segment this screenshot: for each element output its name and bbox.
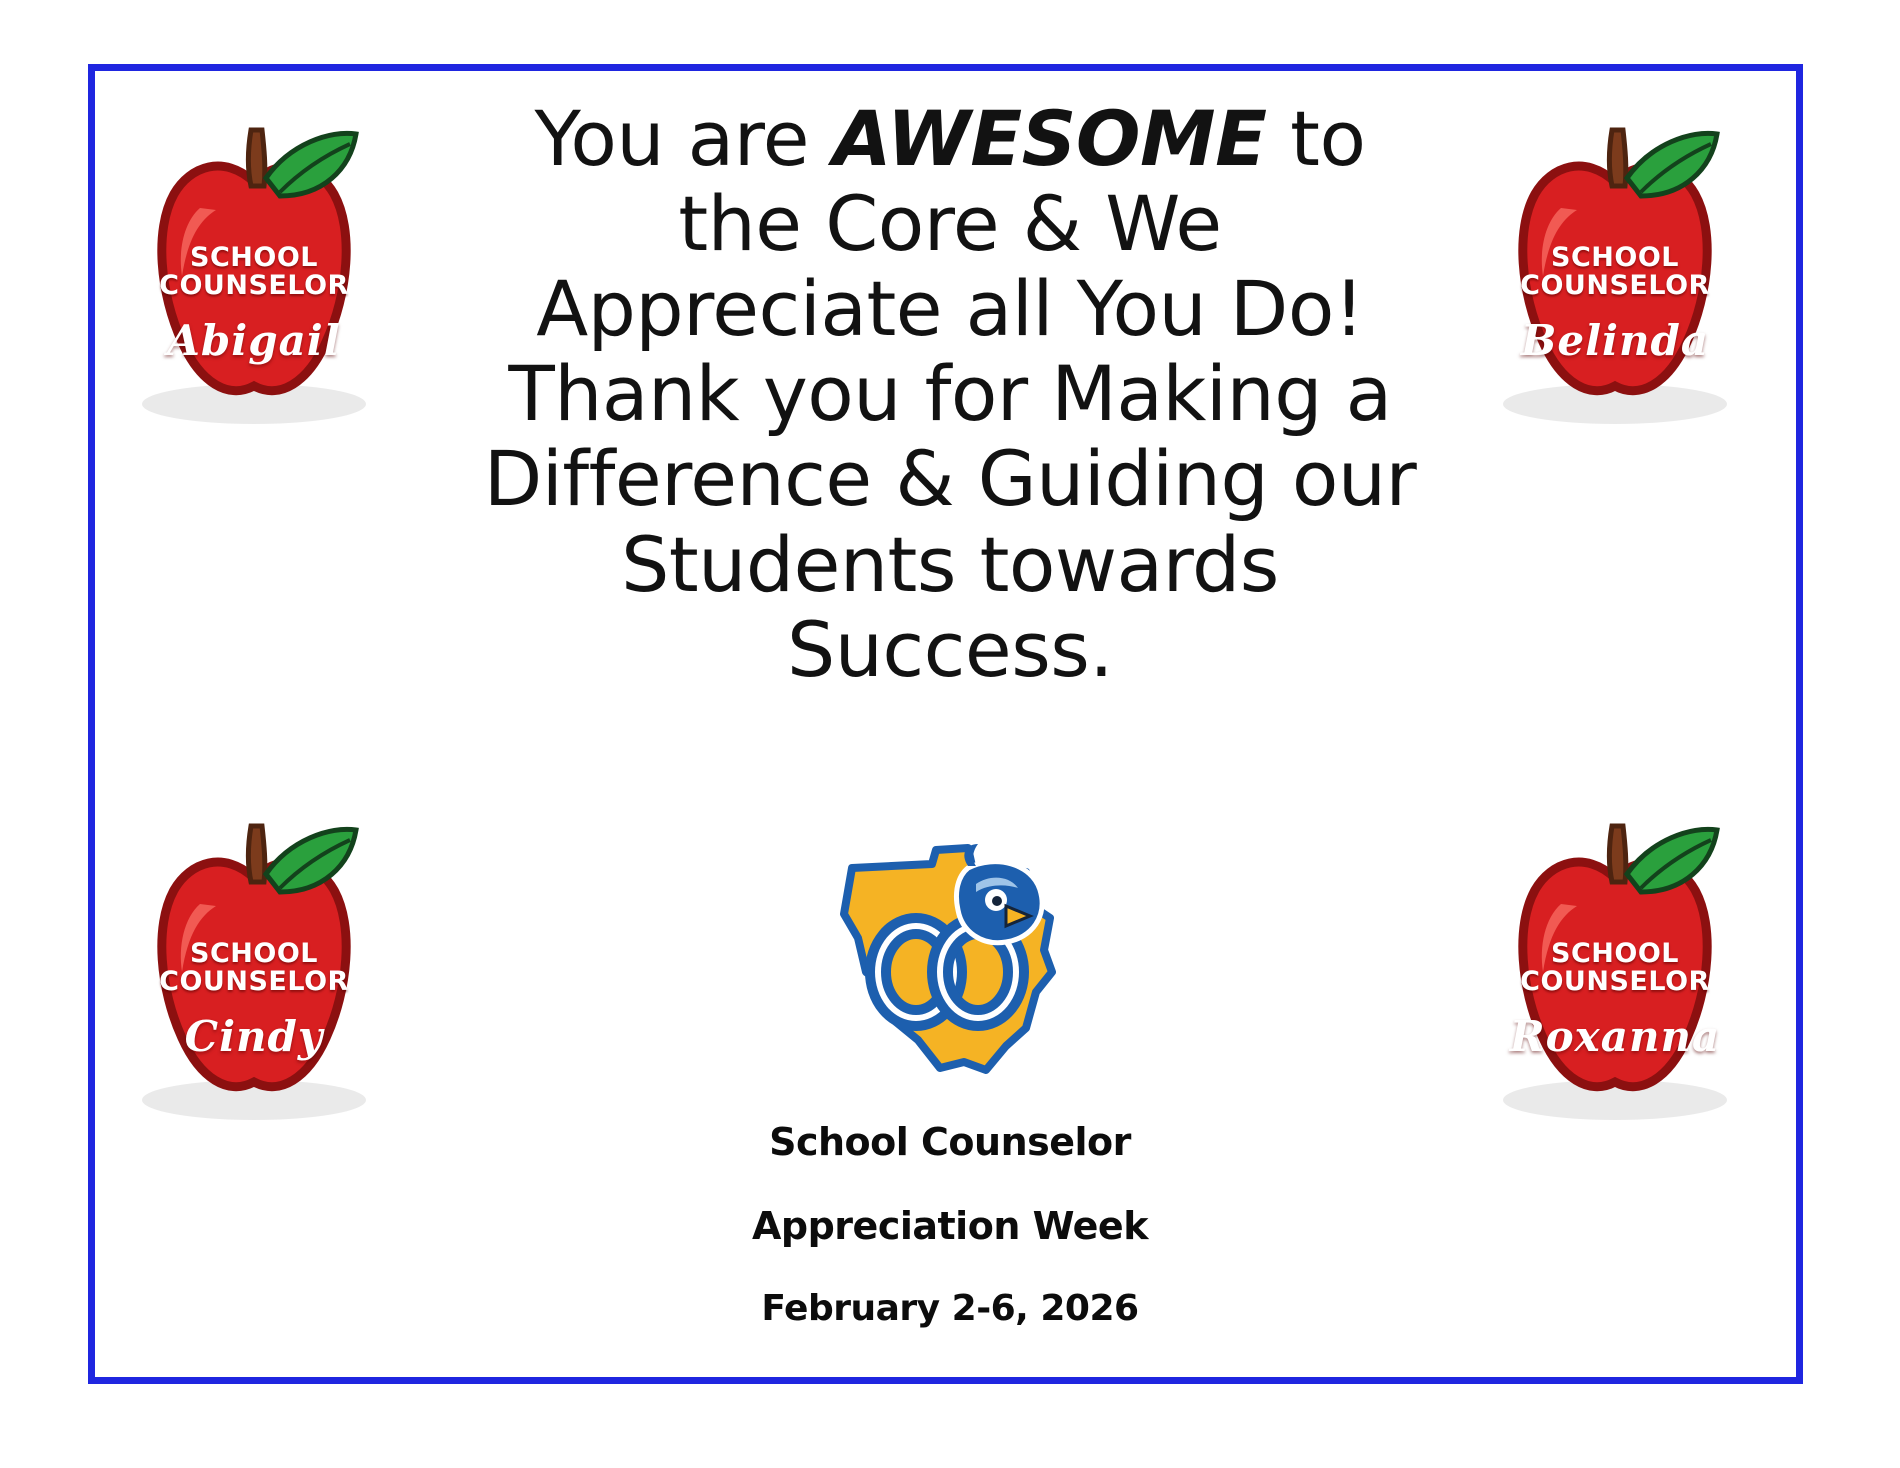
- headline-part-2: to the Core & We Appreciate all You Do! Thank you for Making a Difference & Guiding our Students towards Success.: [483, 94, 1417, 694]
- headline-part-1: You are: [534, 94, 833, 183]
- footer-line-1: School Counselor: [769, 1120, 1131, 1164]
- apple-title-line1: SCHOOL: [1551, 938, 1679, 969]
- apple-badge-roxanna: [1465, 800, 1765, 1125]
- footer-line-3: February 2-6, 2026: [761, 1288, 1139, 1329]
- apple-badge-abigail: [104, 104, 404, 429]
- texas-owl-oo-logo: [800, 832, 1100, 1082]
- apple-title-line2: COUNSELOR: [159, 965, 349, 997]
- page-title: [470, 96, 1430, 692]
- apple-badge-belinda: [1465, 104, 1765, 429]
- apple-title-line2: COUNSELOR: [159, 269, 349, 301]
- apple-name-roxanna: Roxanna: [1509, 1012, 1721, 1061]
- apple-icon: [104, 104, 404, 429]
- apple-icon: [1465, 104, 1765, 429]
- apple-badge-cindy: [104, 800, 404, 1125]
- apple-title-line1: SCHOOL: [1551, 242, 1679, 273]
- apple-name-abigail: Abigail: [167, 316, 341, 365]
- apple-name-cindy: Cindy: [184, 1012, 324, 1061]
- apple-name-belinda: Belinda: [1520, 316, 1710, 365]
- footer-line-2: Appreciation Week: [752, 1204, 1148, 1248]
- footer-text: [620, 1120, 1280, 1329]
- apple-title-line1: SCHOOL: [190, 242, 318, 273]
- apple-icon: [104, 800, 404, 1125]
- apple-title-line1: SCHOOL: [190, 938, 318, 969]
- apple-title-line2: COUNSELOR: [1520, 269, 1710, 301]
- apple-title-line2: COUNSELOR: [1520, 965, 1710, 997]
- school-logo-icon: [800, 832, 1100, 1082]
- headline-emphasis: AWESOME: [832, 94, 1267, 183]
- apple-icon: [1465, 800, 1765, 1125]
